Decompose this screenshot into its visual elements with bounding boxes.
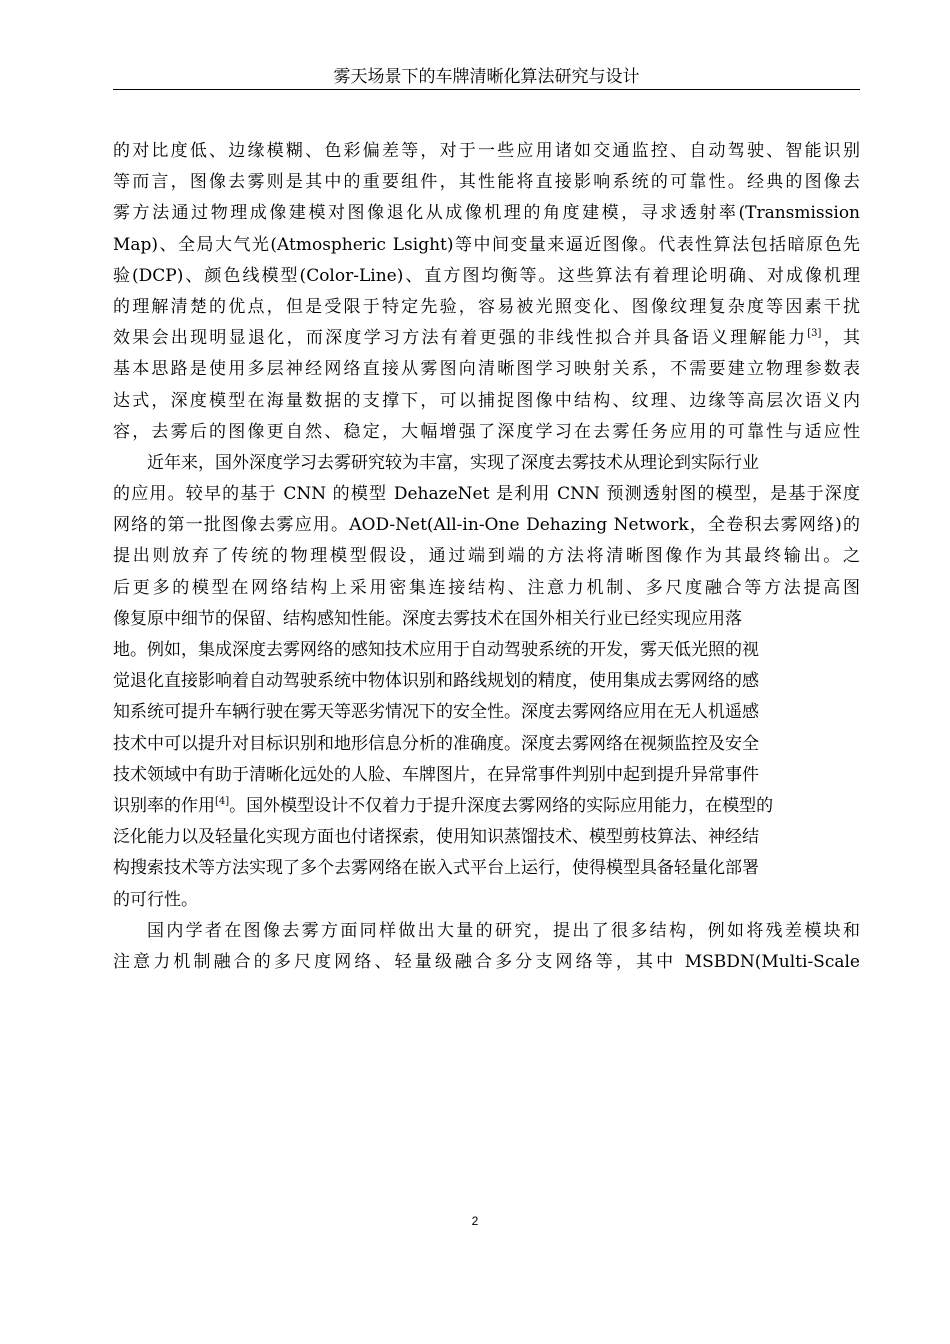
text-line-content: 像复原中细节的保留、结构感知性能。深度去雾技术在国外相关行业已经实现应用落 xyxy=(113,608,742,629)
text-line-content: 知系统可提升车辆行驶在雾天等恶劣情况下的安全性。深度去雾网络应用在无人机遥感 xyxy=(113,702,759,723)
text-line-content: 的可行性。 xyxy=(113,889,198,910)
text-line-content: Map)、全局大气光(Atmospheric Lsight)等中间变量来逼近图像。代表性算法包括暗原色先 xyxy=(113,234,860,255)
text-line-content: 的理解清楚的优点，但是受限于特定先验，容易被光照变化、图像纹理复杂度等因素干扰 xyxy=(113,296,860,317)
citation-marker: [4] xyxy=(215,795,230,807)
text-line xyxy=(113,635,860,666)
page-number: 2 xyxy=(471,1214,479,1228)
text-line xyxy=(113,198,860,229)
text-line-content: 基本思路是使用多层神经网络直接从雾图向清晰图学习映射关系，不需要建立物理参数表 xyxy=(113,359,860,380)
text-line xyxy=(113,230,860,261)
text-line xyxy=(113,760,860,791)
text-line xyxy=(113,729,860,760)
text-line-content: 构搜索技术等方法实现了多个去雾网络在嵌入式平台上运行，使得模型具备轻量化部署 xyxy=(113,858,759,879)
text-line-content: 识别率的作用 xyxy=(113,795,215,816)
text-line xyxy=(113,853,860,884)
text-line-content: 效果会出现明显退化，而深度学习方法有着更强的非线性拟合并具备语义理解能力 xyxy=(113,328,808,349)
text-line-content: 觉退化直接影响着自动驾驶系统中物体识别和路线规划的精度，使用集成去雾网络的感 xyxy=(113,671,759,692)
text-line xyxy=(113,136,860,167)
text-line xyxy=(113,417,860,448)
text-line xyxy=(113,323,860,354)
header-divider xyxy=(113,89,860,90)
text-line xyxy=(113,448,860,479)
text-line-content: 泛化能力以及轻量化实现方面也付诸探索，使用知识蒸馏技术、模型剪枝算法、神经结 xyxy=(113,827,759,848)
text-line xyxy=(113,885,860,916)
text-line xyxy=(113,916,860,947)
running-header-title: 雾天场景下的车牌清晰化算法研究与设计 xyxy=(333,67,640,87)
text-line-content: 容，去雾后的图像更自然、稳定，大幅增强了深度学习在去雾任务应用的可靠性与适应性 xyxy=(113,421,860,442)
text-line-continuation: 。国外模型设计不仅着力于提升深度去雾网络的实际应用能力，在模型的 xyxy=(229,795,774,816)
text-line xyxy=(113,167,860,198)
text-line xyxy=(113,822,860,853)
text-line xyxy=(113,479,860,510)
text-line-content: 等而言，图像去雾则是其中的重要组件，其性能将直接影响系统的可靠性。经典的图像去 xyxy=(113,172,860,193)
text-line-continuation: ，其 xyxy=(821,328,860,349)
text-line-content: 技术中可以提升对目标识别和地形信息分析的准确度。深度去雾网络在视频监控及安全 xyxy=(113,733,759,754)
text-line xyxy=(113,292,860,323)
text-line xyxy=(113,573,860,604)
text-line xyxy=(113,541,860,572)
text-line-content: 近年来，国外深度学习去雾研究较为丰富，实现了深度去雾技术从理论到实际行业 xyxy=(147,452,759,473)
text-line-content: 技术领域中有助于清晰化远处的人脸、车牌图片，在异常事件判别中起到提升异常事件 xyxy=(113,764,759,785)
text-line-content: 地。例如，集成深度去雾网络的感知技术应用于自动驾驶系统的开发，雾天低光照的视 xyxy=(113,640,759,660)
text-line xyxy=(113,510,860,541)
text-line xyxy=(113,697,860,728)
text-line-content: 的对比度低、边缘模糊、色彩偏差等，对于一些应用诸如交通监控、自动驾驶、智能识别 xyxy=(113,141,860,161)
citation-marker: [3] xyxy=(807,328,822,340)
text-line xyxy=(113,666,860,697)
text-line xyxy=(113,261,860,292)
text-line xyxy=(113,947,860,978)
text-line-content: 网络的第一批图像去雾应用。AOD-Net(All-in-One Dehazing Network，全卷积去雾网络)的 xyxy=(113,515,860,536)
text-line-content: 注意力机制融合的多尺度网络、轻量级融合多分支网络等，其中 MSBDN(Multi-Scale xyxy=(113,951,860,972)
text-line-content: 雾方法通过物理成像建模对图像退化从成像机理的角度建模，寻求透射率(Transmission xyxy=(113,203,860,224)
text-line xyxy=(113,791,860,822)
text-line xyxy=(113,386,860,417)
text-line-content: 国内学者在图像去雾方面同样做出大量的研究，提出了很多结构，例如将残差模块和 xyxy=(147,920,860,941)
text-line-content: 提出则放弃了传统的物理模型假设，通过端到端的方法将清晰图像作为其最终输出。之 xyxy=(113,546,860,567)
text-line-content: 达式，深度模型在海量数据的支撑下，可以捕捉图像中结构、纹理、边缘等高层次语义内 xyxy=(113,390,860,411)
text-line xyxy=(113,604,860,635)
text-line-content: 的应用。较早的基于 CNN 的模型 DehazeNet 是利用 CNN 预测透射图的模型，是基于深度 xyxy=(113,484,860,505)
text-line xyxy=(113,354,860,385)
text-line-content: 后更多的模型在网络结构上采用密集连接结构、注意力机制、多尺度融合等方法提高图 xyxy=(113,577,860,598)
body-text xyxy=(113,136,860,978)
text-line-content: 验(DCP)、颜色线模型(Color-Line)、直方图均衡等。这些算法有着理论明确、对成像机理 xyxy=(113,265,860,286)
